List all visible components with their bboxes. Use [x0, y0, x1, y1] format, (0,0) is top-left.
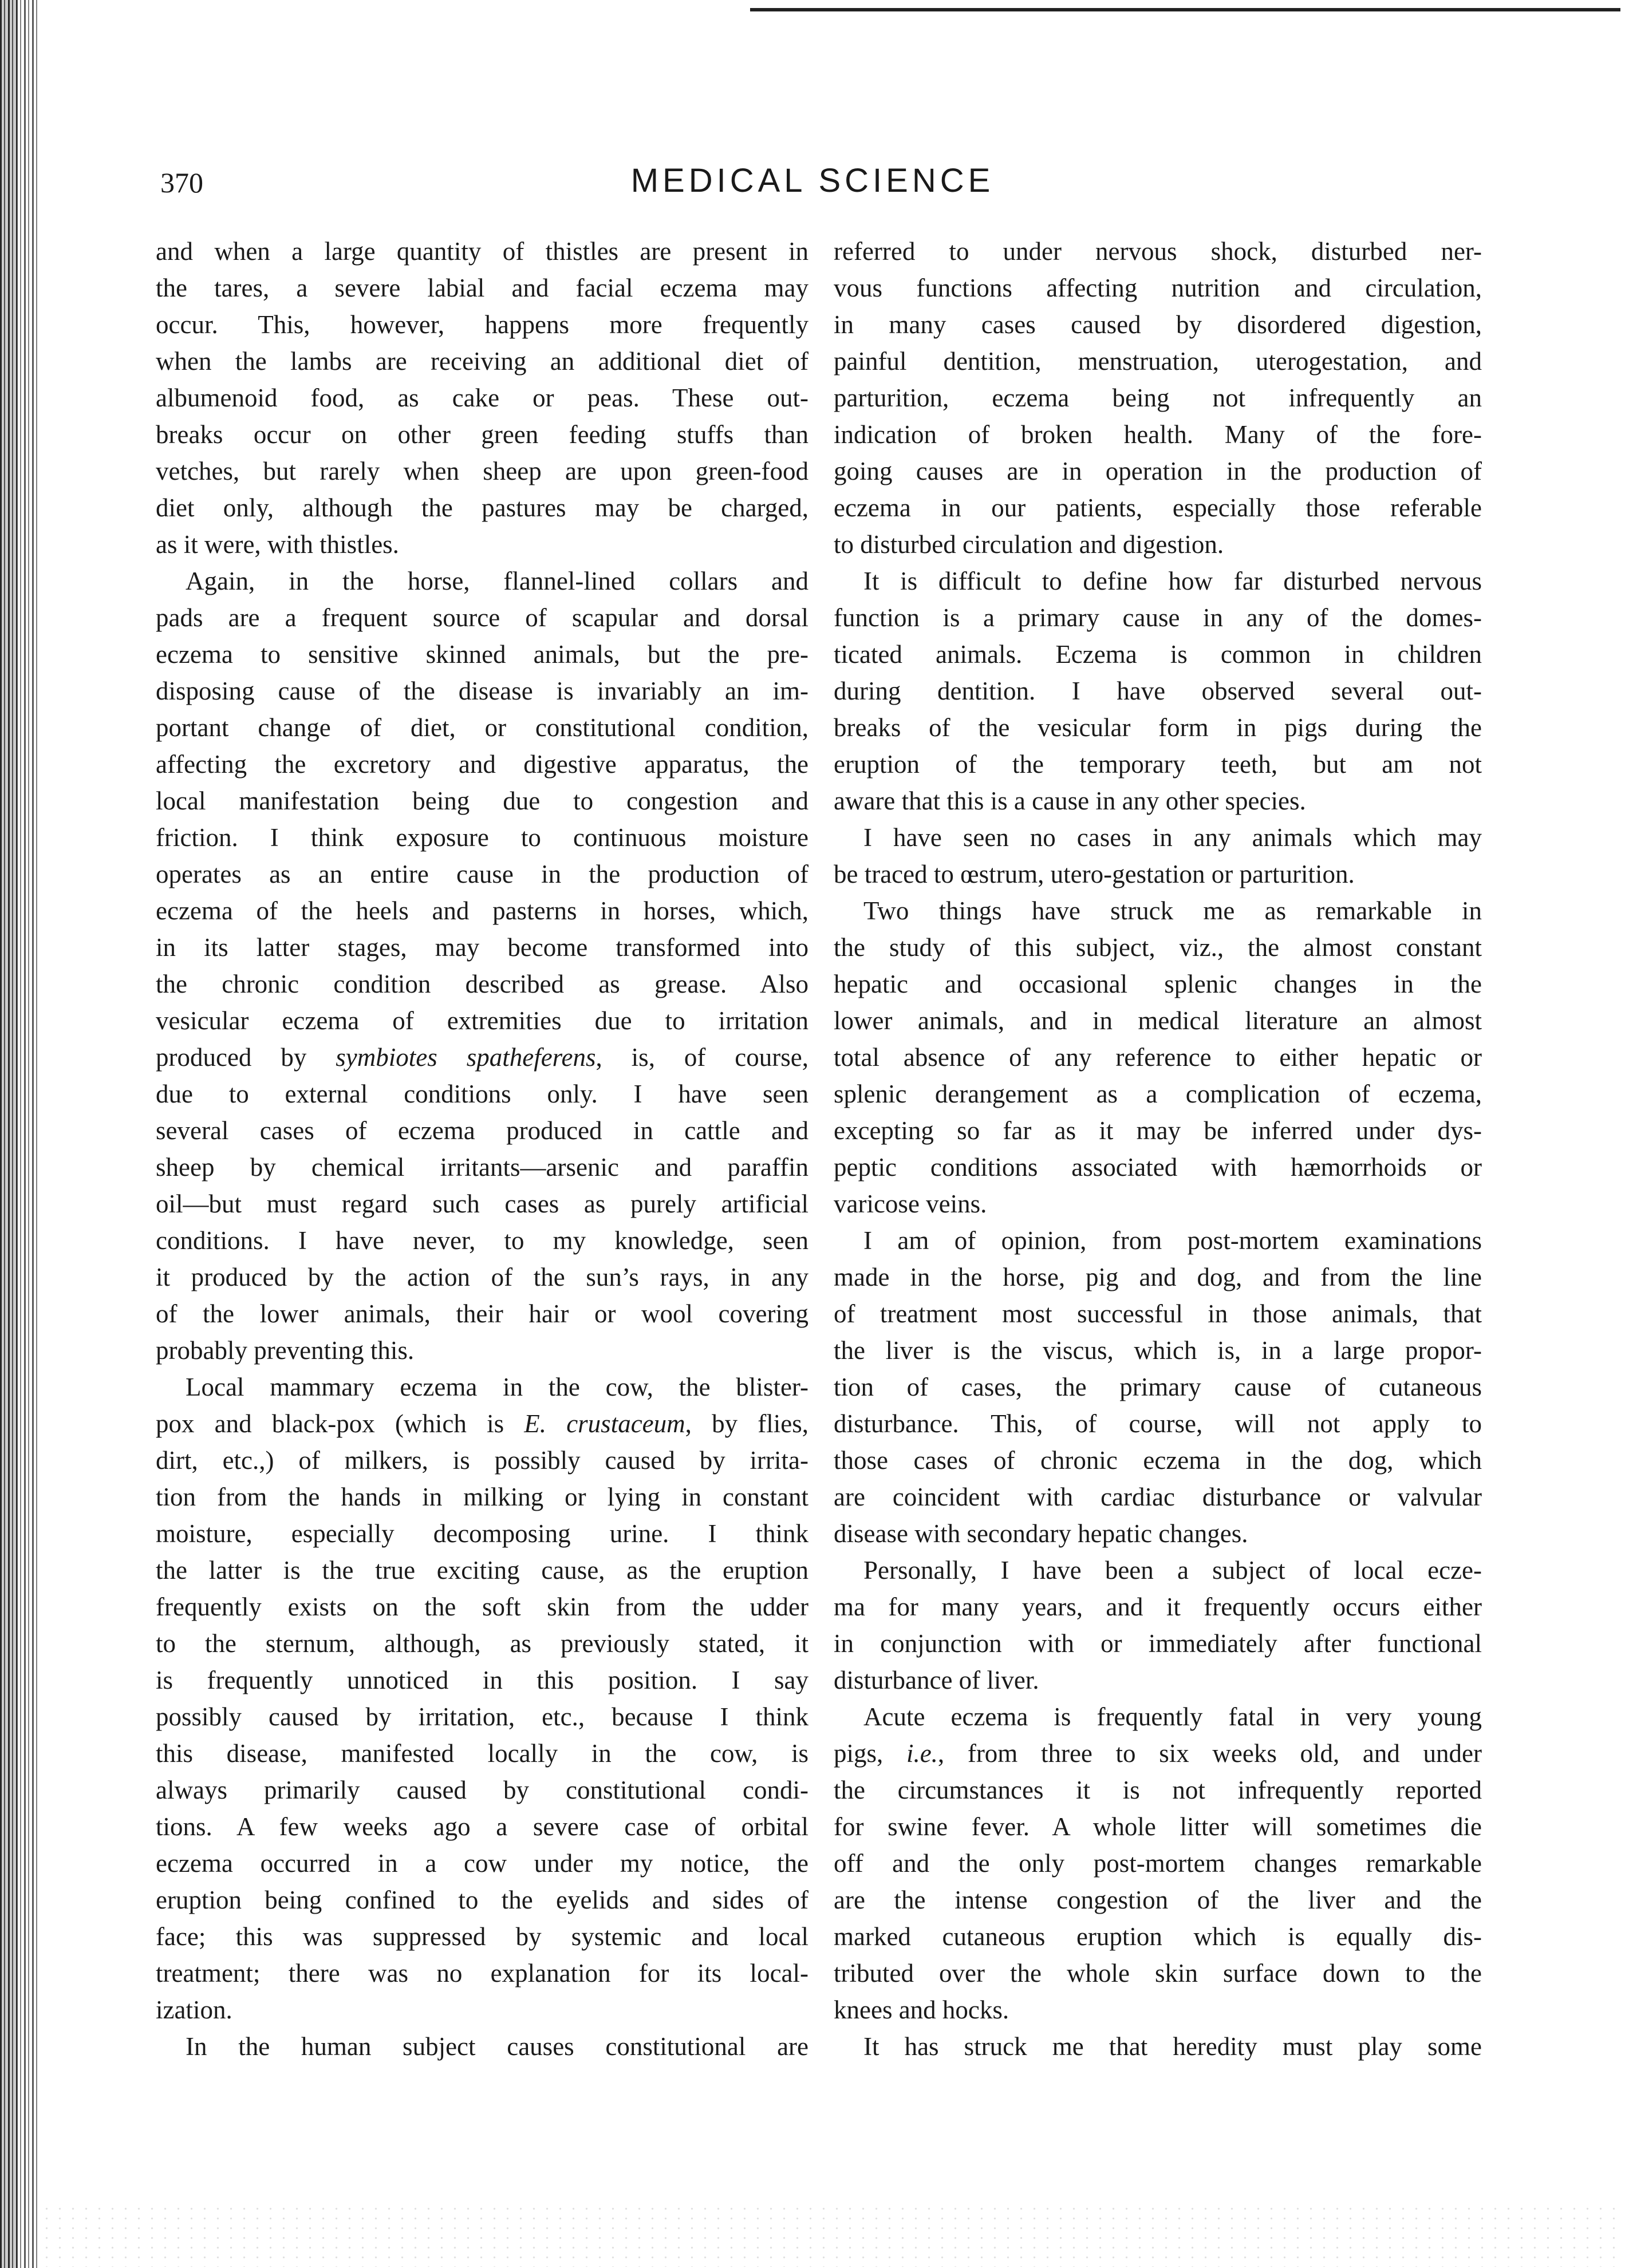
italic-term: i.e.	[906, 1739, 938, 1768]
text-line: the circumstances it is not infrequently reported	[834, 1776, 1482, 1804]
right-column	[834, 233, 1482, 2065]
paragraph	[834, 1552, 1482, 1698]
text-line: pads are a frequent source of scapular and dorsal	[156, 603, 808, 632]
text-line: oil—but must regard such cases as purely artificial	[156, 1190, 808, 1218]
text-line: lower animals, and in medical literature an almost	[834, 1006, 1482, 1035]
text-line: knees and hocks.	[834, 1996, 1009, 2024]
text-line: disturbance. This, of course, will not apply to	[834, 1409, 1482, 1438]
page-number: 370	[160, 167, 203, 199]
text-line: Local mammary eczema in the cow, the blister-	[186, 1373, 808, 1401]
text-line: it produced by the action of the sun’s rays, in any	[156, 1263, 808, 1291]
text-line: made in the horse, pig and dog, and from the line	[834, 1263, 1482, 1291]
text-line: to the sternum, although, as previously stated, it	[156, 1629, 808, 1658]
text-line: is frequently unnoticed in this position. I say	[156, 1666, 808, 1694]
text-line: the tares, a severe labial and facial eczema may	[156, 274, 808, 302]
text-segment: pigs,	[834, 1739, 906, 1768]
text-line: frequently exists on the soft skin from the udder	[156, 1593, 808, 1621]
text-line: I am of opinion, from post-mortem examinations	[863, 1226, 1482, 1255]
text-line: of the lower animals, their hair or wool covering	[156, 1299, 808, 1328]
text-line: dirt, etc.,) of milkers, is possibly caused by irrita-	[156, 1446, 808, 1475]
text-line: disturbance of liver.	[834, 1666, 1039, 1694]
text-segment: produced by	[156, 1043, 336, 1072]
paragraph	[834, 892, 1482, 1222]
text-line: aware that this is a cause in any other species.	[834, 787, 1306, 815]
text-line: marked cutaneous eruption which is equally dis-	[834, 1922, 1482, 1951]
text-line: tributed over the whole skin surface down to the	[834, 1959, 1482, 1988]
paragraph	[834, 563, 1482, 819]
text-line	[156, 1039, 808, 1076]
text-line: eruption of the temporary teeth, but am not	[834, 750, 1482, 779]
text-line: friction. I think exposure to continuous moisture	[156, 823, 808, 852]
text-line: treatment; there was no explanation for its local-	[156, 1959, 808, 1988]
text-line: ization.	[156, 1996, 232, 2024]
text-line: ma for many years, and it frequently occurs either	[834, 1593, 1482, 1621]
text-line: those cases of chronic eczema in the dog, which	[834, 1446, 1482, 1475]
text-line: referred to under nervous shock, disturbed ner-	[834, 237, 1482, 266]
text-line: the chronic condition described as grease. Also	[156, 970, 808, 998]
text-line: face; this was suppressed by systemic and local	[156, 1922, 808, 1951]
text-line: operates as an entire cause in the production of	[156, 860, 808, 888]
text-line: Personally, I have been a subject of local ecze-	[863, 1556, 1482, 1585]
text-line: probably preventing this.	[156, 1336, 415, 1365]
paragraph	[156, 1369, 808, 2028]
left-column	[156, 233, 808, 2065]
paragraph	[834, 819, 1482, 892]
text-line: varicose veins.	[834, 1190, 987, 1218]
text-line: in many cases caused by disordered digestion,	[834, 310, 1482, 339]
text-line: due to external conditions only. I have seen	[156, 1080, 808, 1108]
text-line: in its latter stages, may become transformed into	[156, 933, 808, 962]
text-segment: , by flies,	[685, 1409, 808, 1438]
text-line: splenic derangement as a complication of eczema,	[834, 1080, 1482, 1108]
text-line: vesicular eczema of extremities due to irritation	[156, 1006, 808, 1035]
text-line: the liver is the viscus, which is, in a large propor-	[834, 1336, 1482, 1365]
text-line: several cases of eczema produced in cattle and	[156, 1116, 808, 1145]
text-line: when the lambs are receiving an additional diet of	[156, 347, 808, 376]
text-line: local manifestation being due to congestion and	[156, 787, 808, 815]
text-line: going causes are in operation in the production of	[834, 457, 1482, 485]
text-line: in conjunction with or immediately after functional	[834, 1629, 1482, 1658]
text-line: for swine fever. A whole litter will sometimes die	[834, 1812, 1482, 1841]
text-line: Two things have struck me as remarkable in	[863, 896, 1482, 925]
text-line: disease with secondary hepatic changes.	[834, 1519, 1248, 1548]
text-line: ticated animals. Eczema is common in children	[834, 640, 1482, 669]
text-line: I have seen no cases in any animals which may	[863, 823, 1482, 852]
text-line: disposing cause of the disease is invariably an im-	[156, 677, 808, 705]
text-line: occur. This, however, happens more frequently	[156, 310, 808, 339]
text-line: the latter is the true exciting cause, as the eruption	[156, 1556, 808, 1585]
paragraph	[156, 233, 808, 563]
text-line: to disturbed circulation and digestion.	[834, 530, 1224, 559]
text-line: portant change of diet, or constitutional condition,	[156, 713, 808, 742]
text-line: breaks of the vesicular form in pigs during the	[834, 713, 1482, 742]
paragraph	[834, 233, 1482, 563]
text-line: Again, in the horse, flannel-lined collars and	[186, 567, 808, 595]
text-line: vous functions affecting nutrition and circulation,	[834, 274, 1482, 302]
text-line: as it were, with thistles.	[156, 530, 399, 559]
paragraph	[834, 2028, 1482, 2065]
text-line: are the intense congestion of the liver and the	[834, 1886, 1482, 1914]
text-line	[156, 1405, 808, 1442]
text-line: be traced to œstrum, utero-gestation or parturition.	[834, 860, 1355, 888]
paragraph	[156, 563, 808, 1369]
text-line: possibly caused by irritation, etc., because I think	[156, 1702, 808, 1731]
text-line: vetches, but rarely when sheep are upon green-food	[156, 457, 808, 485]
text-line: It is difficult to define how far disturbed nervous	[863, 567, 1482, 595]
text-line: parturition, eczema being not infrequently an	[834, 384, 1482, 412]
text-line: are coincident with cardiac disturbance or valvular	[834, 1483, 1482, 1511]
text-line: breaks occur on other green feeding stuffs than	[156, 420, 808, 449]
text-line: diet only, although the pastures may be charged,	[156, 493, 808, 522]
text-line: conditions. I have never, to my knowledge, seen	[156, 1226, 808, 1255]
paragraph	[834, 1698, 1482, 2028]
text-line: during dentition. I have observed several out-	[834, 677, 1482, 705]
text-line: It has struck me that heredity must play some	[863, 2032, 1482, 2061]
text-line: painful dentition, menstruation, uterogestation, and	[834, 347, 1482, 376]
scan-binding-texture	[0, 0, 40, 2268]
scan-noise	[40, 2204, 1620, 2267]
text-line: eruption being confined to the eyelids and sides of	[156, 1886, 808, 1914]
text-line: and when a large quantity of thistles are present in	[156, 237, 808, 266]
text-line: tion of cases, the primary cause of cutaneous	[834, 1373, 1482, 1401]
text-line: tion from the hands in milking or lying in constant	[156, 1483, 808, 1511]
text-line: function is a primary cause in any of the domes-	[834, 603, 1482, 632]
text-line: In the human subject causes constitutional are	[186, 2032, 808, 2061]
italic-term: symbiotes spatheferens	[336, 1043, 596, 1072]
text-line: excepting so far as it may be inferred under dys-	[834, 1116, 1482, 1145]
paragraph	[156, 2028, 808, 2065]
text-line: this disease, manifested locally in the cow, is	[156, 1739, 808, 1768]
text-line: tions. A few weeks ago a severe case of orbital	[156, 1812, 808, 1841]
paragraph	[834, 1222, 1482, 1552]
text-line: affecting the excretory and digestive apparatus, the	[156, 750, 808, 779]
text-line: peptic conditions associated with hæmorrhoids or	[834, 1153, 1482, 1182]
text-line: Acute eczema is frequently fatal in very young	[863, 1702, 1482, 1731]
text-line: always primarily caused by constitutional condi-	[156, 1776, 808, 1804]
running-title: MEDICAL SCIENCE	[630, 162, 995, 199]
text-line: total absence of any reference to either hepatic or	[834, 1043, 1482, 1072]
text-segment: pox and black-pox (which is	[156, 1409, 524, 1438]
text-line: indication of broken health. Many of the fore-	[834, 420, 1482, 449]
top-rule	[750, 8, 1620, 11]
italic-term: E. crustaceum	[524, 1409, 685, 1438]
text-line	[834, 1735, 1482, 1772]
text-line: albumenoid food, as cake or peas. These out-	[156, 384, 808, 412]
text-line: eczema to sensitive skinned animals, but the pre-	[156, 640, 808, 669]
text-line: eczema occurred in a cow under my notice, the	[156, 1849, 808, 1878]
text-line: hepatic and occasional splenic changes in the	[834, 970, 1482, 998]
text-line: off and the only post-mortem changes remarkable	[834, 1849, 1482, 1878]
text-line: of treatment most successful in those animals, that	[834, 1299, 1482, 1328]
text-segment: , is, of course,	[595, 1043, 808, 1072]
text-line: the study of this subject, viz., the almost constant	[834, 933, 1482, 962]
text-line: eczema in our patients, especially those referable	[834, 493, 1482, 522]
text-segment: , from three to six weeks old, and under	[937, 1739, 1482, 1768]
text-line: eczema of the heels and pasterns in horses, which,	[156, 896, 808, 925]
text-line: moisture, especially decomposing urine. I think	[156, 1519, 808, 1548]
text-line: sheep by chemical irritants—arsenic and paraffin	[156, 1153, 808, 1182]
